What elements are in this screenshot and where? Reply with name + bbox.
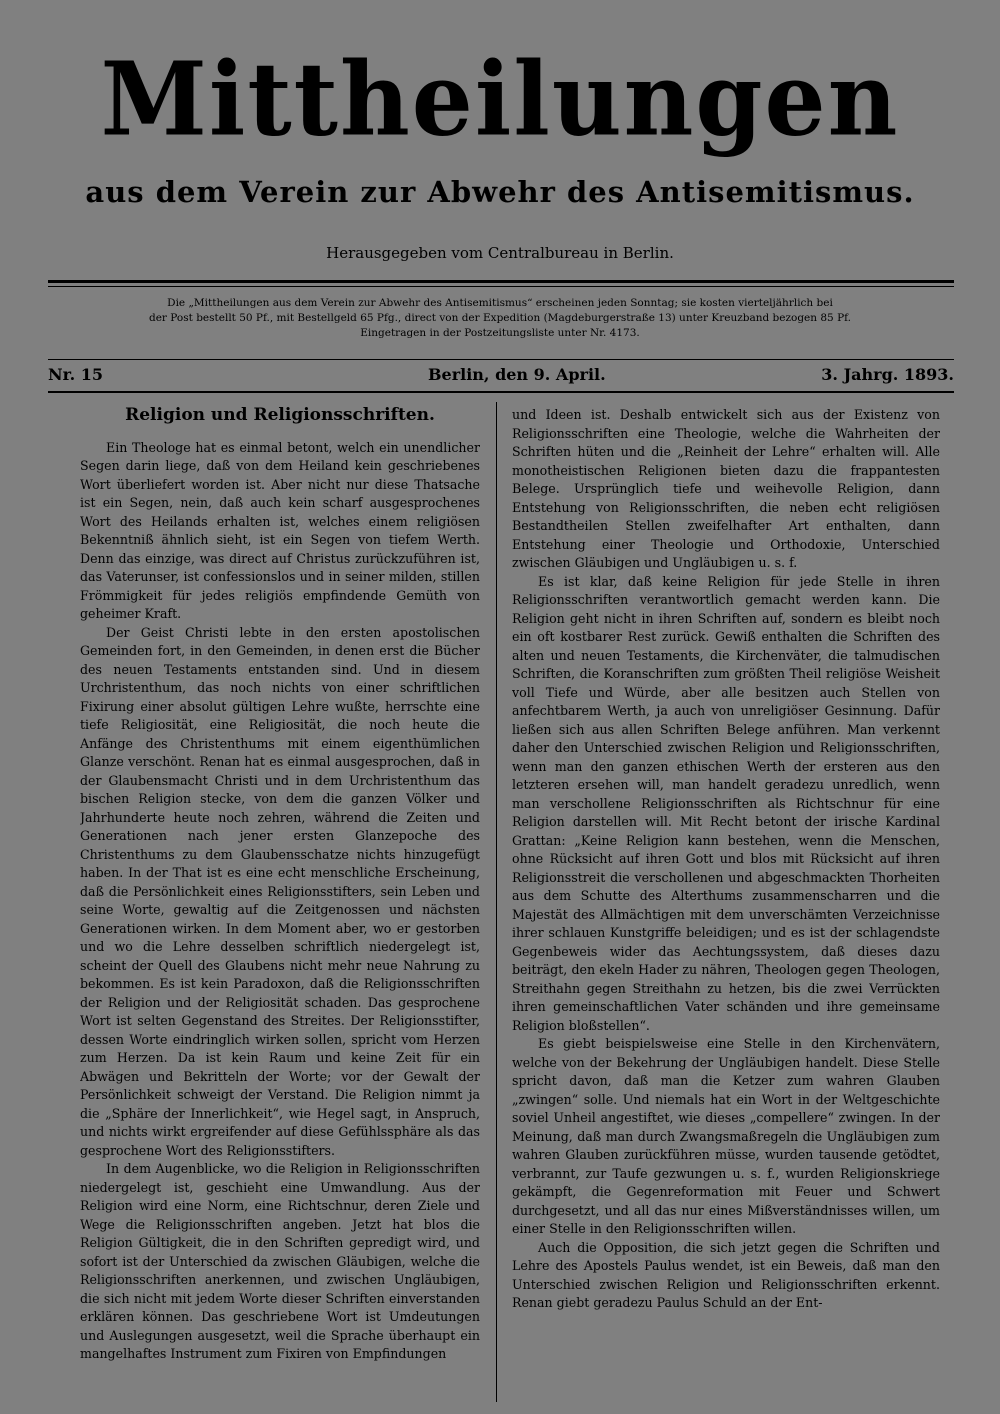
- dateline: [48, 365, 954, 387]
- masthead-title: Mittheilungen: [100, 40, 900, 159]
- article-paragraph: Auch die Opposition, die sich jetzt gegen die Schriften und Lehre des Apostels Paulus wendet, ist ein Beweis, daß man den Unterschied zwischen Religion und Religionsschriften erkennt. Renan giebt geradezu Paulus Schuld an der Ent-: [512, 1239, 940, 1310]
- column-right: [512, 406, 940, 1404]
- article-paragraph: Der Geist Christi lebte in den ersten apostolischen Gemeinden fort, in den Gemeinden, in denen erst die Bücher des neuen Testaments entstanden sind. Und in diesem Urchristenthum, das noch nichts von einer schriftlichen Fixirung einer absolut gültigen Lehre wußte, herrschte eine tiefe Religiosität, eine Religiosität, die noch heute die Anfänge des Christenthums mit einem eigenthümlichen Glanze verschönt. Renan hat es einmal ausgesprochen, daß in der Glaubensmacht Christi und in dem Urchristenthum das bischen Religion stecke, von dem die ganzen Völker und Jahrhunderte heute noch zehren, während die Zeiten und Generationen nach jener ersten Glanzepoche des Christenthums zu dem Glaubensschatze nichts hinzugefügt haben. In der That ist es eine echt menschliche Erscheinung, daß die Persönlichkeit eines Religionsstifters, sein Leben und seine Worte, gewaltig auf die Zeitgenossen und nächsten Generationen wirken. In dem Moment aber, wo er gestorben und wo die Lehre desselben schriftlich niedergelegt ist, scheint der Quell des Glaubens nicht mehr neue Nahrung zu bekommen. Es ist kein Paradoxon, daß die Religionsschriften der Religion und der Religiosität schaden. Das gesprochene Wort ist selten Gegenstand des Streites. Der Religionsstifter, dessen Worte eindringlich wirken sollen, spricht vom Herzen zum Herzen. Da ist kein Raum und keine Zeit für ein Abwägen und Bekritteln der Worte; vor der Gewalt der Persönlichkeit schweigt der Verstand. Die Religion nimmt ja die „Sphäre der Innerlichkeit“, wie Hegel sagt, in Anspruch, und nichts wirkt ergreifender auf diese Gefühlssphäre als das gesprochene Wort des Religionsstifters.: [80, 624, 480, 1158]
- column-divider: [496, 402, 497, 1402]
- article-paragraph: Es giebt beispielsweise eine Stelle in den Kirchenvätern, welche von der Bekehrung der Ungläubigen handelt. Diese Stelle spricht davon, daß man die Ketzer zum wahren Glauben „zwingen“ solle. Und niemals hat ein Wort in der Weltgeschichte soviel Unheil angestiftet, wie dieses „compellere“ zwingen. In der Meinung, daß man durch Zwangsmaßregeln die Ungläubigen zum wahren Glauben zurückführen müsse, wurden tausende getödtet, verbrannt, zur Taufe gezwungen u. s. f., wurden Religionskriege gekämpft, die Gegenreformation mit Feuer und Schwert durchgesetzt, und all das nur eines Mißverständnisses willen, um einer Stelle in den Religionsschriften willen.: [512, 1036, 940, 1236]
- place-date: Berlin, den 9. April.: [428, 365, 606, 384]
- notice-line: der Post bestellt 50 Pf., mit Bestellgeld 65 Pfg., direct von der Expedition (Magdeburgerstraße 13) unter Kreuzband bezogen 85 Pf.: [149, 312, 851, 324]
- dateline-rule-bottom: [48, 391, 954, 393]
- article-paragraph: In dem Augenblicke, wo die Religion in Religionsschriften niedergelegt ist, geschieht eine Umwandlung. Aus der Religion wird eine Norm, eine Richtschnur, deren Ziele und Wege die Religionsschriften angeben. Jetzt hat blos die Religion Gültigkeit, die in den Schriften gepredigt wird, und sofort ist der Unterschied da zwischen Gläubigen, welche die Religionsschriften anerkennen, und zwischen Ungläubigen, die sich nicht mit jedem Worte dieser Schriften einverstanden erklären können. Das geschriebene Wort ist Umdeutungen und Auslegungen ausgesetzt, weil die Sprache überhaupt ein mangelhaftes Instrument zum Fixiren von Empfindungen: [80, 1161, 480, 1361]
- article-paragraph: Ein Theologe hat es einmal betont, welch ein unendlicher Segen darin liege, daß von dem Heiland kein geschriebenes Wort überliefert worden ist. Aber nicht nur diese Thatsache ist ein Segen, nein, daß auch kein scharf ausgesprochenes Wort des Heilands erhalten ist, welches einem religiösen Bekenntniß ähnlich sieht, ist ein Segen von tiefem Werth. Denn das einzige, was direct auf Christus zurückzuführen ist, das Vaterunser, ist confessionslos und in seiner milden, stillen Frömmigkeit für jedes religiös empfindende Gemüth von geheimer Kraft.: [80, 439, 480, 621]
- volume-year: 3. Jahrg. 1893.: [821, 365, 954, 384]
- notice-line: Die „Mittheilungen aus dem Verein zur Abwehr des Antisemitismus“ erscheinen jeden Sonntag; sie kosten vierteljährlich bei: [167, 297, 833, 309]
- article-title: Religion und Religionsschriften.: [125, 406, 435, 425]
- dateline-rule-top: [48, 359, 954, 360]
- header-rule-thick: [48, 280, 954, 283]
- notice-line: Eingetragen in der Postzeitungsliste unter Nr. 4173.: [360, 327, 640, 339]
- article-paragraph: Es ist klar, daß keine Religion für jede Stelle in ihren Religionsschriften verantwortlich gemacht werden kann. Die Religion geht nicht in ihren Schriften auf, sondern es bleibt noch ein oft kostbarer Rest zurück. Gewiß enthalten die Schriften des alten und neuen Testaments, die Kirchenväter, die talmudischen Schriften, die Koranschriften zum größten Theil religiöse Weisheit voll Tiefe und Würde, aber alle besitzen auch Stellen von anfechtbarem Werth, ja auch von unreligiöser Gesinnung. Dafür ließen sich aus allen Schriften Belege anführen. Man verkennt daher den Unterschied zwischen Religion und Religionsschriften, wenn man den ganzen ethischen Werth der ersteren aus den letzteren ersehen will, man handelt geradezu unredlich, wenn man verschollene Religionsschriften als Richtschnur für eine Religion darstellen will. Mit Recht betont der irische Kardinal Grattan: „Keine Religion kann bestehen, wenn die Menschen, ohne Rücksicht auf ihren Gott und blos mit Rücksicht auf ihren Religionsstreit die verschollenen und abgeschmackten Thorheiten aus dem Schutte des Alterthums zusammenscharren und die Majestät des Allmächtigen mit dem unverschämten Verzeichnisse ihrer schlauen Kunstgriffe beleidigen; und es ist der schlagendste Gegenbeweis wider das Aechtungssystem, daß dieses dazu beiträgt, den ekeln Hader zu nähren, Theologen gegen Theologen, Streithahn gegen Streithahn zu hetzen, bis die zwei Verrückten ihren gemeinschaftlichen Vater schänden und ihre gemeinsame Religion bloßstellen“.: [512, 573, 940, 1033]
- issue-number: Nr. 15: [48, 365, 103, 384]
- column-left: [80, 406, 480, 1404]
- header-rule-thin: [48, 286, 954, 287]
- masthead-subtitle: aus dem Verein zur Abwehr des Antisemitismus.: [85, 175, 915, 209]
- article-paragraph: und Ideen ist. Deshalb entwickelt sich aus der Existenz von Religionsschriften eine Theologie, welche die Wahrheiten der Schriften hüten und die „Reinheit der Lehre“ erhalten will. Alle monotheistischen Religionen bieten dazu die frappantesten Belege. Ursprünglich tiefe und weihevolle Religion, dann Entstehung von Religionsschriften, die neben echt religiösen Bestandtheilen Stellen zweifelhafter Art enthalten, dann Entstehung einer Theologie und Orthodoxie, Unterschied zwischen Gläubigen und Ungläubigen u. s. f.: [512, 407, 940, 570]
- subscription-notice: [80, 296, 920, 341]
- editor-line: Herausgegeben vom Centralbureau in Berlin.: [326, 244, 674, 262]
